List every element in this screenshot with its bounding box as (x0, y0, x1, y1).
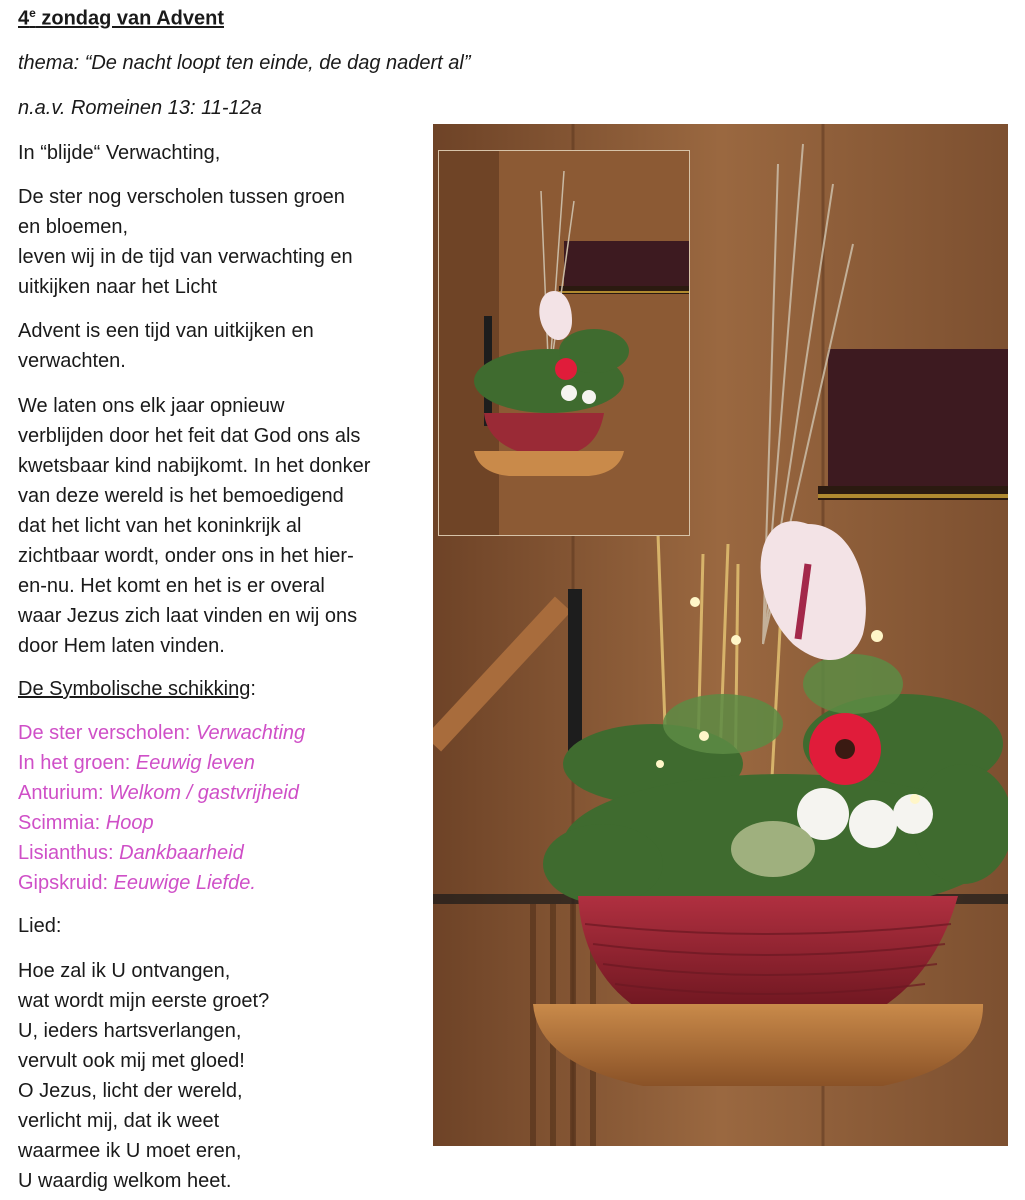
paragraph-star: De ster nog verscholen tussen groen en bloemen, leven wij in de tijd van verwachting en uitkijken naar het Licht (18, 186, 353, 298)
symbol-heading: De Symbolische schikking: (18, 678, 256, 700)
page-title: 4e zondag van Advent (18, 6, 224, 30)
list-item: Anturium: Welkom / gastvrijheid (18, 782, 299, 804)
symbol-list (18, 718, 305, 898)
list-item: De ster verscholen: Verwachting (18, 722, 306, 744)
arrangement-inset-photo (438, 150, 690, 536)
list-item: Lisianthus: Dankbaarheid (18, 842, 244, 864)
paragraph-advent: Advent is een tijd van uitkijken en verwachten. (18, 320, 314, 372)
paragraph-reflection: We laten ons elk jaar opnieuw verblijden door het feit dat God ons als kwetsbaar kind nabijkomt. In het donker van deze wereld is het bemoedigend dat het licht van het koninkrijk al zichtbaar wordt, onder ons in het hier- en-nu. Het komt en het is er overal waar Jezus zich laat vinden en wij ons door Hem laten vinden. (18, 395, 371, 657)
song-label: Lied: (18, 915, 62, 937)
list-item: Scimmia: Hoop (18, 812, 154, 834)
list-item: In het groen: Eeuwig leven (18, 752, 255, 774)
theme-line: thema: “De nacht loopt ten einde, de dag nadert al” (18, 52, 471, 74)
reference-line: n.a.v. Romeinen 13: 11-12a (18, 97, 262, 119)
greeting-line: In “blijde“ Verwachting, (18, 142, 221, 164)
song-lyrics: Hoe zal ik U ontvangen, wat wordt mijn eerste groet? U, ieders hartsverlangen, vervult ook mij met gloed! O Jezus, licht der wereld, verlicht mij, dat ik weet waarmee ik U moet eren, U waardig welkom heet. (18, 960, 270, 1192)
list-item: Gipskruid: Eeuwige Liefde. (18, 872, 256, 894)
